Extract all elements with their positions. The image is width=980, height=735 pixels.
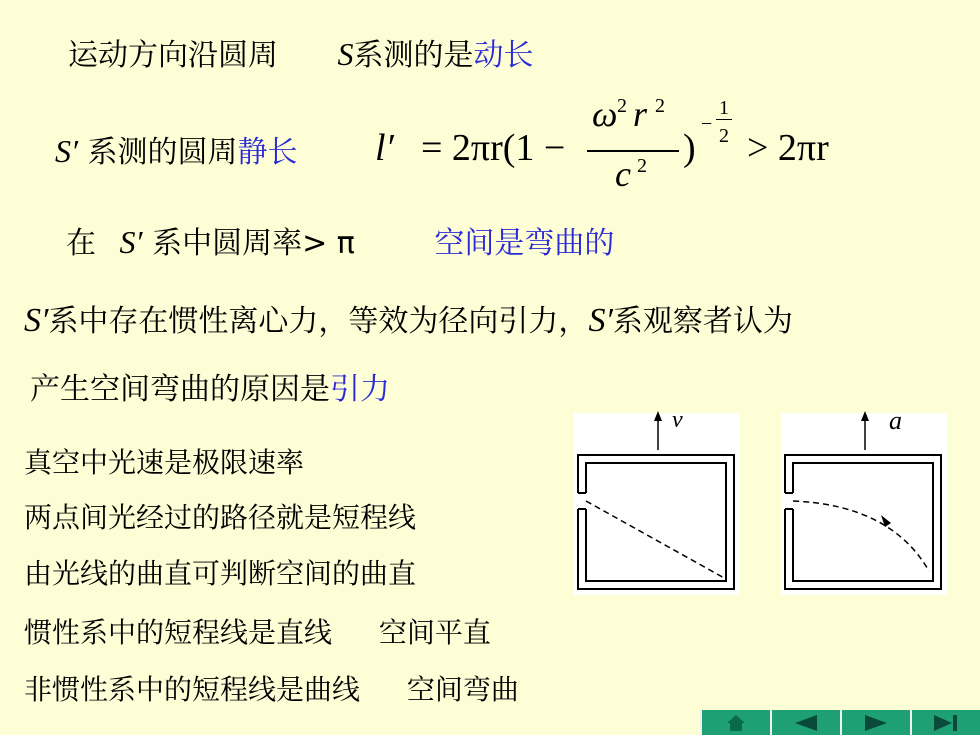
formula-exp-num: 1 — [719, 97, 729, 119]
formula-rhs: > 2πr — [747, 127, 829, 169]
line-1 — [68, 36, 534, 74]
formula-paren: ) — [683, 127, 696, 169]
fraction-bar — [587, 150, 679, 152]
bullet-1: 真空中光速是极限速率 — [24, 446, 305, 479]
formula-exp-b: 2 — [655, 95, 665, 117]
accelerating-frame-figure — [781, 405, 947, 595]
rest-length: 静长 — [237, 135, 298, 170]
formula-neg: − — [701, 113, 713, 135]
line1-text-b: 系测的是 — [353, 38, 474, 73]
frame-s-prime: S′ — [55, 133, 78, 169]
line4-text-b: 系观察者认为 — [612, 304, 793, 339]
line-5 — [30, 372, 390, 408]
gravity: 引力 — [330, 372, 390, 407]
pi-statement: 系中圆周率> π — [152, 226, 355, 261]
space-curved: 空间是弯曲的 — [434, 226, 615, 261]
next-button[interactable] — [840, 710, 910, 735]
line-4 — [24, 303, 793, 340]
line2-text: 系测的圆周 — [87, 135, 238, 170]
formula-c-exp: 2 — [637, 155, 647, 177]
last-icon — [932, 714, 960, 732]
formula-r: r — [633, 94, 648, 134]
figure-bg — [574, 413, 740, 595]
formula-omega: ω — [592, 94, 618, 134]
bullet-3: 由光线的曲直可判断空间的曲直 — [24, 557, 417, 590]
bullet-2: 两点间光经过的路径就是短程线 — [24, 501, 417, 534]
home-button[interactable] — [700, 710, 770, 735]
row-2 — [24, 672, 519, 708]
next-icon — [863, 714, 889, 732]
space-flat: 空间平直 — [378, 616, 491, 649]
velocity-label: v — [672, 407, 683, 433]
formula — [375, 92, 855, 202]
formula-c: c — [615, 154, 631, 194]
line-2 — [55, 133, 298, 171]
formula-lhs: = 2πr(1 − — [421, 127, 566, 169]
prev-button[interactable] — [770, 710, 840, 735]
line1-text: 运动方向沿圆周 — [68, 38, 278, 73]
formula-exp: 2 — [617, 95, 627, 117]
moving-length: 动长 — [473, 38, 534, 73]
formula-l: l′ — [375, 127, 394, 169]
frame-s-prime-4: S′ — [588, 302, 613, 339]
formula-exp-den: 2 — [719, 125, 729, 147]
line3-text: 在 — [66, 226, 96, 261]
home-icon — [725, 714, 747, 732]
slide-nav — [700, 710, 980, 735]
row1-text: 惯性系中的短程线是直线 — [24, 616, 333, 649]
figure-bg-2 — [781, 413, 947, 595]
last-button[interactable] — [910, 710, 980, 735]
acceleration-label: a — [889, 406, 902, 435]
frame-s: S — [337, 36, 354, 72]
line-3 — [66, 224, 614, 262]
row2-text: 非惯性系中的短程线是曲线 — [24, 673, 361, 706]
space-bent: 空间弯曲 — [406, 673, 519, 706]
inertial-frame-figure — [574, 405, 740, 595]
line5-text: 产生空间弯曲的原因是 — [30, 372, 330, 407]
prev-icon — [793, 714, 819, 732]
row-1 — [24, 615, 491, 651]
frame-s-prime-2: S′ — [119, 224, 143, 260]
line4-text: 系中存在惯性离心力，等效为径向引力， — [48, 304, 589, 339]
frame-s-prime-3: S′ — [24, 302, 49, 339]
